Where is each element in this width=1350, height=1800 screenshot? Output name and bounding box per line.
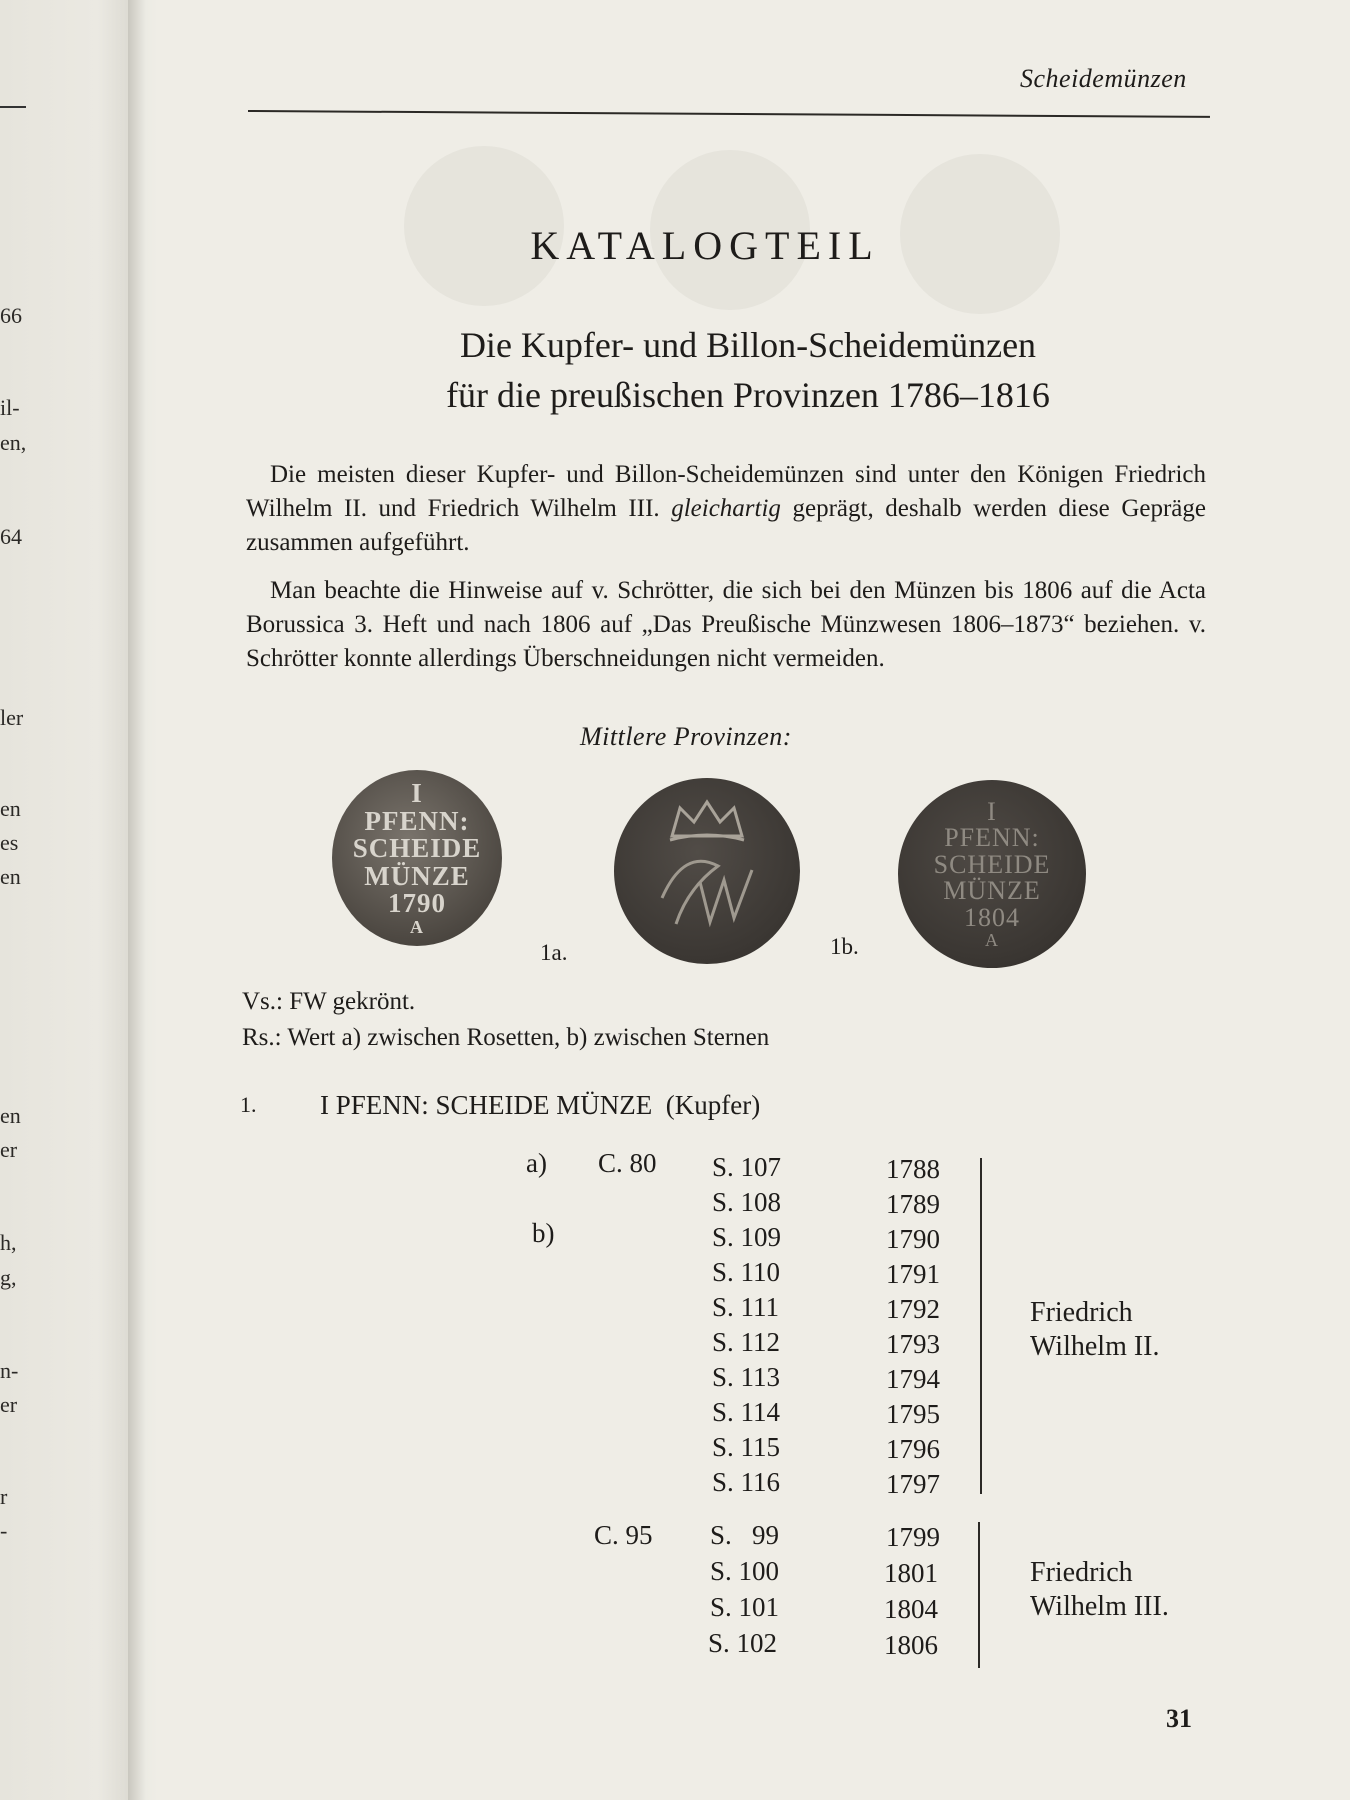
catalog-ref-c95: C. 95 [594, 1520, 653, 1550]
page-title: KATALOGTEIL [530, 223, 880, 268]
table-row-s: S. 112 [712, 1327, 781, 1357]
table-row-year: 1792 [886, 1294, 940, 1324]
left-fragment: er [0, 1392, 18, 1417]
table-row-year: 1796 [886, 1434, 940, 1464]
coin-inscription: PFENN: [364, 805, 470, 836]
subheading: Mittlere Provinzen: [580, 722, 792, 751]
intro-text: Die meisten dieser Kupfer- und Billon-Scheidemünzen sind unter den Königen Friedrich Wilhelm II. und Friedrich Wilhelm III. [246, 461, 1206, 522]
intro-text-end: geprägt, deshalb werden diese Gepräge zusammen aufgeführt. [246, 495, 1207, 556]
coin-inscription: SCHEIDE [352, 833, 482, 864]
table-row-year: 1794 [886, 1364, 940, 1394]
ruler-name: Friedrich [1030, 1557, 1133, 1588]
coin-inscription: MÜNZE [364, 860, 470, 891]
table-row-year: 1795 [886, 1399, 940, 1429]
coin-inscription: I [411, 777, 423, 808]
table-row-year: 1806 [884, 1630, 938, 1660]
coin-inscription: 1790 [388, 888, 446, 919]
left-fragment: - [0, 1518, 8, 1543]
table-row-year: 1804 [884, 1594, 938, 1624]
left-fragment: n- [0, 1358, 19, 1383]
table-row-s: S. 110 [712, 1257, 781, 1287]
left-fragment: es [0, 830, 19, 855]
section-title-line-1: Die Kupfer- und Billon-Scheidemünzen [459, 325, 1037, 365]
table-row-s: S. 107 [712, 1152, 782, 1182]
reverse-description: Rs.: Wert a) zwischen Rosetten, b) zwischen Sternen [242, 1024, 770, 1051]
ruler-name: Wilhelm III. [1030, 1591, 1169, 1622]
left-page-edge [0, 0, 140, 1800]
ruler-bracket-fw2 [980, 1158, 982, 1494]
table-row-s: S. 115 [712, 1432, 781, 1462]
figure-label-1a: 1a. [540, 940, 568, 965]
intro-paragraph [246, 458, 1206, 560]
left-fragment: en [0, 864, 21, 889]
coin-obverse-image [614, 778, 800, 964]
table-row-s: S. 101 [710, 1592, 780, 1622]
table-row-s: S. 111 [712, 1292, 780, 1322]
entry-name: I PFENN: SCHEIDE MÜNZE [320, 1090, 653, 1120]
coin-inscription: 1804 [964, 902, 1020, 932]
left-fragment: er [0, 1137, 18, 1162]
table-row-year: 1789 [886, 1189, 940, 1219]
catalog-ref-c80: C. 80 [598, 1148, 657, 1178]
coin-inscription: A [985, 930, 999, 951]
left-page-rule [0, 106, 26, 108]
left-fragment: en [0, 1103, 21, 1128]
reference-text: Man beachte die Hinweise auf v. Schrötter, die sich bei den Münzen bis 1806 auf die Acta Borussica 3. Heft und nach 1806 auf „Das Preußische Münzwesen 1806–1873“ beziehen. v. Schrötter konnte allerdings Überschneidungen nicht vermeiden. [246, 577, 1206, 672]
book-gutter [128, 0, 158, 1800]
coin-inscription: I [987, 796, 997, 826]
left-fragment: il- [0, 395, 20, 420]
table-row-s: S. 109 [712, 1222, 782, 1252]
reference-paragraph [246, 574, 1206, 676]
table-row-s: S. 102 [708, 1628, 778, 1658]
coin-1804-image [898, 780, 1086, 968]
intro-emphasis: gleichartig [671, 495, 781, 522]
entry-title [320, 1090, 760, 1121]
left-fragment: 64 [0, 524, 22, 549]
ruler-name: Friedrich [1030, 1297, 1133, 1328]
table-row-s: S. 108 [712, 1187, 782, 1217]
ruler-bracket-fw3 [978, 1522, 980, 1668]
coin-inscription: PFENN: [944, 823, 1040, 853]
left-fragment: h, [0, 1230, 17, 1255]
variant-a: a) [526, 1148, 547, 1178]
left-fragment: r [0, 1484, 8, 1509]
ruler-fw3 [1030, 1556, 1169, 1624]
figure-label-1b: 1b. [830, 934, 859, 959]
table-row-year: 1799 [886, 1522, 940, 1552]
coin-inscription: A [410, 916, 424, 937]
table-row-s: S. 116 [712, 1467, 781, 1497]
section-title-line-2: für die preußischen Provinzen 1786–1816 [446, 375, 1050, 415]
table-row-year: 1793 [886, 1329, 940, 1359]
left-fragment: en, [0, 430, 27, 455]
obverse-description: Vs.: FW gekrönt. [242, 988, 416, 1015]
ruler-name: Wilhelm II. [1030, 1331, 1160, 1362]
table-row-year: 1790 [886, 1224, 940, 1254]
coin-inscription: SCHEIDE [933, 849, 1051, 879]
table-row-year: 1797 [886, 1469, 940, 1499]
table-row-s: S. 99 [710, 1520, 780, 1550]
header-rule [248, 110, 1210, 118]
running-head: Scheidemünzen [1020, 64, 1187, 93]
entry-material: (Kupfer) [665, 1090, 761, 1120]
left-fragment: ler [0, 705, 24, 730]
coin-1790-image [332, 770, 502, 946]
left-fragment: en [0, 796, 21, 821]
page-number: 31 [1166, 1704, 1192, 1733]
table-row-year: 1788 [886, 1154, 940, 1184]
table-row-s: S. 100 [710, 1556, 780, 1586]
entry-number: 1. [240, 1092, 257, 1117]
table-row-s: S. 113 [712, 1362, 781, 1392]
table-row-year: 1801 [884, 1558, 938, 1588]
coin-inscription: MÜNZE [943, 876, 1041, 906]
ruler-fw2 [1030, 1296, 1160, 1364]
table-row-year: 1791 [886, 1259, 940, 1289]
table-row-s: S. 114 [712, 1397, 781, 1427]
variant-b: b) [532, 1218, 555, 1248]
left-fragment: g, [0, 1265, 17, 1290]
left-fragment: 66 [0, 303, 22, 328]
